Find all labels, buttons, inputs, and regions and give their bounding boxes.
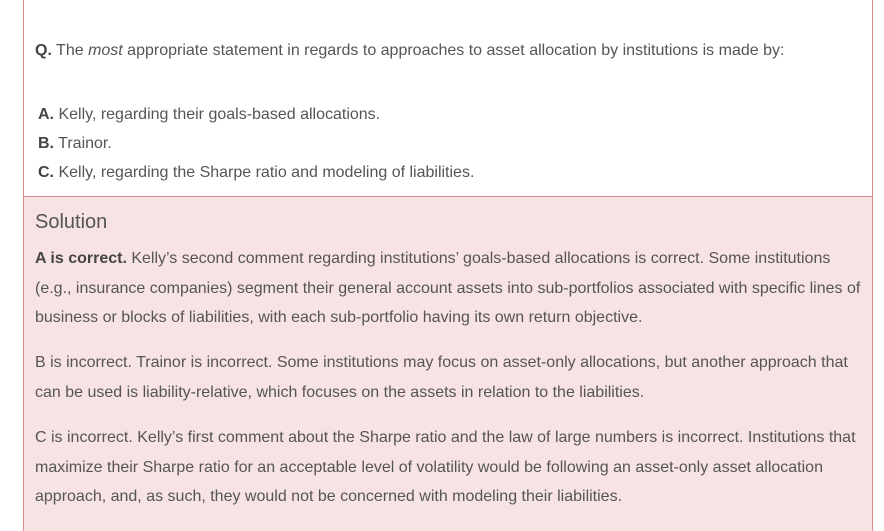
solution-paragraph-c: C is incorrect. Kelly’s first comment about the Sharpe ratio and the law of large numbers is incorrect. Institutions that maximize their Sharpe ratio for an acceptable level of volatility would be following an asset-only asset allocation approach, and, as such, they would not be concerned with modeling their liabilities. [35,429,856,505]
question-text-after: appropriate statement in regards to approaches to asset allocation by institutions is made by: [122,42,785,59]
solution-paragraph-a [35,244,865,333]
question-block [24,0,872,196]
solution-paragraph-b: B is incorrect. Trainor is incorrect. Some institutions may focus on asset-only allocations, but another approach that can be used is liability-relative, which focuses on the assets in relation to the liabilities. [35,354,848,401]
solution-panel [24,197,872,531]
question-text [35,42,784,60]
question-text-before: The [51,42,89,59]
solution-title: Solution [35,211,108,233]
option-text: Kelly, regarding the Sharpe ratio and modeling of liabilities. [54,164,475,181]
solution-a-text: Kelly’s second comment regarding institutions’ goals-based allocations is correct. Some institutions (e.g., insurance companies) segment their general account assets into sub-portfolios associated with specific lines of business or blocks of liabilities, with each sub-portfolio having its own return objective. [35,250,861,326]
question-emphasis: most [88,42,123,59]
option-text: Kelly, regarding their goals-based allocations. [54,106,381,123]
option-letter: A. [38,106,54,123]
correct-answer-lead: A is correct. [35,250,127,267]
option-b [38,133,474,162]
option-letter: B. [38,135,54,152]
question-prefix: Q. [35,42,52,59]
option-c [38,162,474,191]
option-text: Trainor. [54,135,112,152]
answer-options [38,104,474,191]
option-a [38,104,474,133]
option-letter: C. [38,164,54,181]
